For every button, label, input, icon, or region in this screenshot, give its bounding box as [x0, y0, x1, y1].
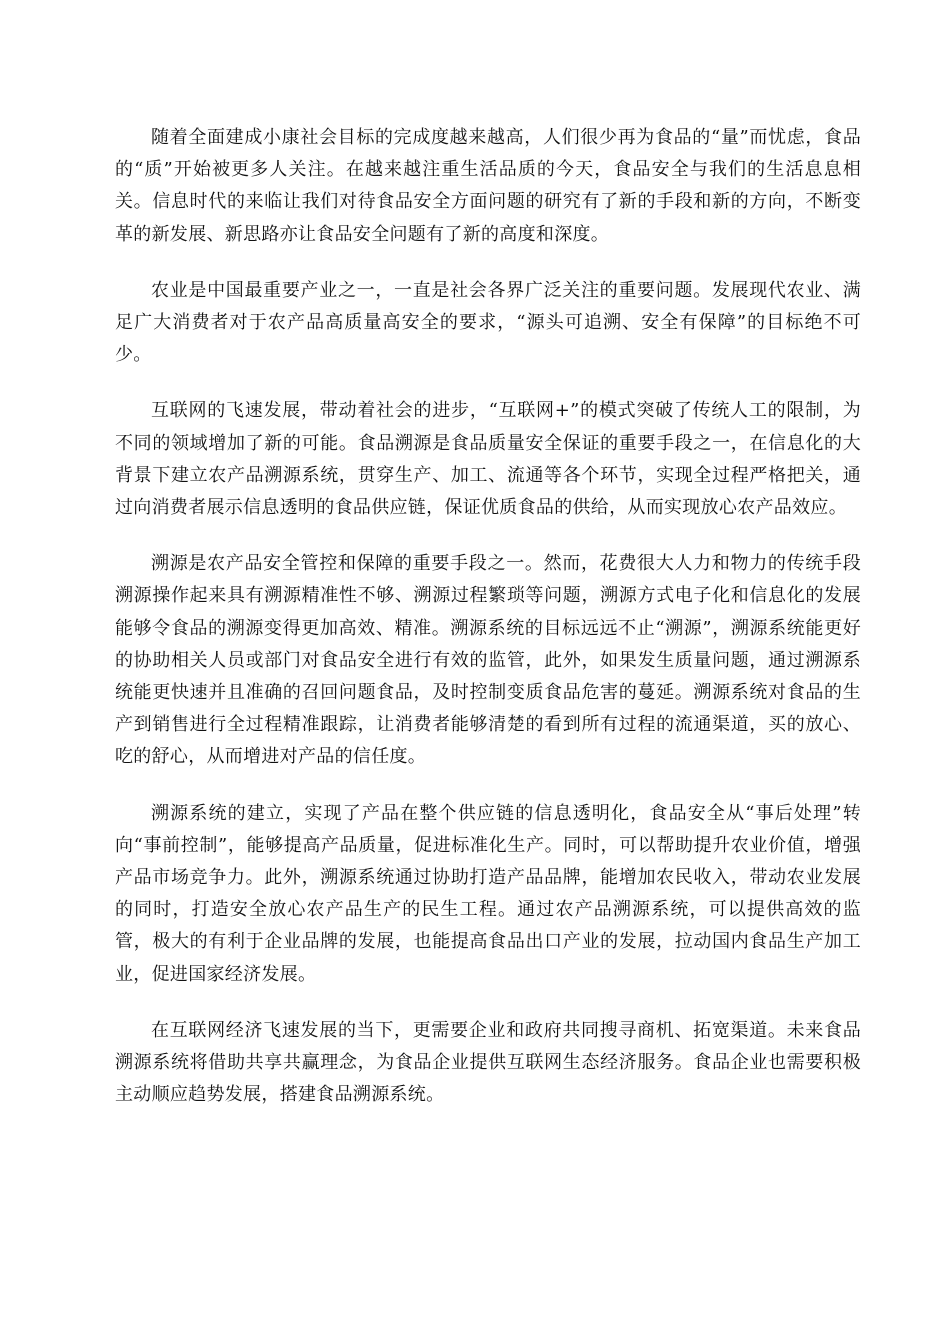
paragraph-5: 溯源系统的建立，实现了产品在整个供应链的信息透明化，食品安全从“事后处理”转向“事前控制”，能够提高产品质量，促进标准化生产。同时，可以帮助提升农业价值，增强产品市场竞争力。此外，溯源系统通过协助打造产品品牌，能增加农民收入，带动农业发展的同时，打造安全放心农产品生产的民生工程。通过农产品溯源系统，可以提供高效的监管，极大的有利于企业品牌的发展，也能提高食品出口产业的发展，拉动国内食品生产加工业，促进国家经济发展。 — [115, 802, 861, 985]
paragraph-3: 互联网的飞速发展，带动着社会的进步，“互联网+”的模式突破了传统人工的限制，为不同的领域增加了新的可能。食品溯源是食品质量安全保证的重要手段之一，在信息化的大背景下建立农产品溯源系统，贯穿生产、加工、流通等各个环节，实现全过程严格把关，通过向消费者展示信息透明的食品供应链，保证优质食品的供给，从而实现放心农产品效应。 — [115, 400, 861, 519]
paragraph-2: 农业是中国最重要产业之一，一直是社会各界广泛关注的重要问题。发展现代农业、满足广大消费者对于农产品高质量高安全的要求，“源头可追溯、安全有保障”的目标绝不可少。 — [115, 279, 861, 366]
paragraph-1: 随着全面建成小康社会目标的完成度越来越高，人们很少再为食品的“量”而忧虑，食品的“质”开始被更多人关注。在越来越注重生活品质的今天，食品安全与我们的生活息息相关。信息时代的来临让我们对待食品安全方面问题的研究有了新的手段和新的方向，不断变革的新发展、新思路亦让食品安全问题有了新的高度和深度。 — [115, 127, 861, 245]
paragraph-4: 溯源是农产品安全管控和保障的重要手段之一。然而，花费很大人力和物力的传统手段溯源操作起来具有溯源精准性不够、溯源过程繁琐等问题，溯源方式电子化和信息化的发展能够令食品的溯源变得更加高效、精准。溯源系统的目标远远不止“溯源”，溯源系统能更好的协助相关人员或部门对食品安全进行有效的监管，此外，如果发生质量问题，通过溯源系统能更快速并且准确的召回问题食品，及时控制变质食品危害的蔓延。溯源系统对食品的生产到销售进行全过程精准跟踪，让消费者能够清楚的看到所有过程的流通渠道，买的放心、吃的舒心，从而增进对产品的信任度。 — [115, 553, 861, 768]
paragraph-6: 在互联网经济飞速发展的当下，更需要企业和政府共同搜寻商机、拓宽渠道。未来食品溯源系统将借助共享共赢理念，为食品企业提供互联网生态经济服务。食品企业也需要积极主动顺应趋势发展，搭建食品溯源系统。 — [115, 1019, 861, 1106]
document-body — [115, 122, 861, 1135]
